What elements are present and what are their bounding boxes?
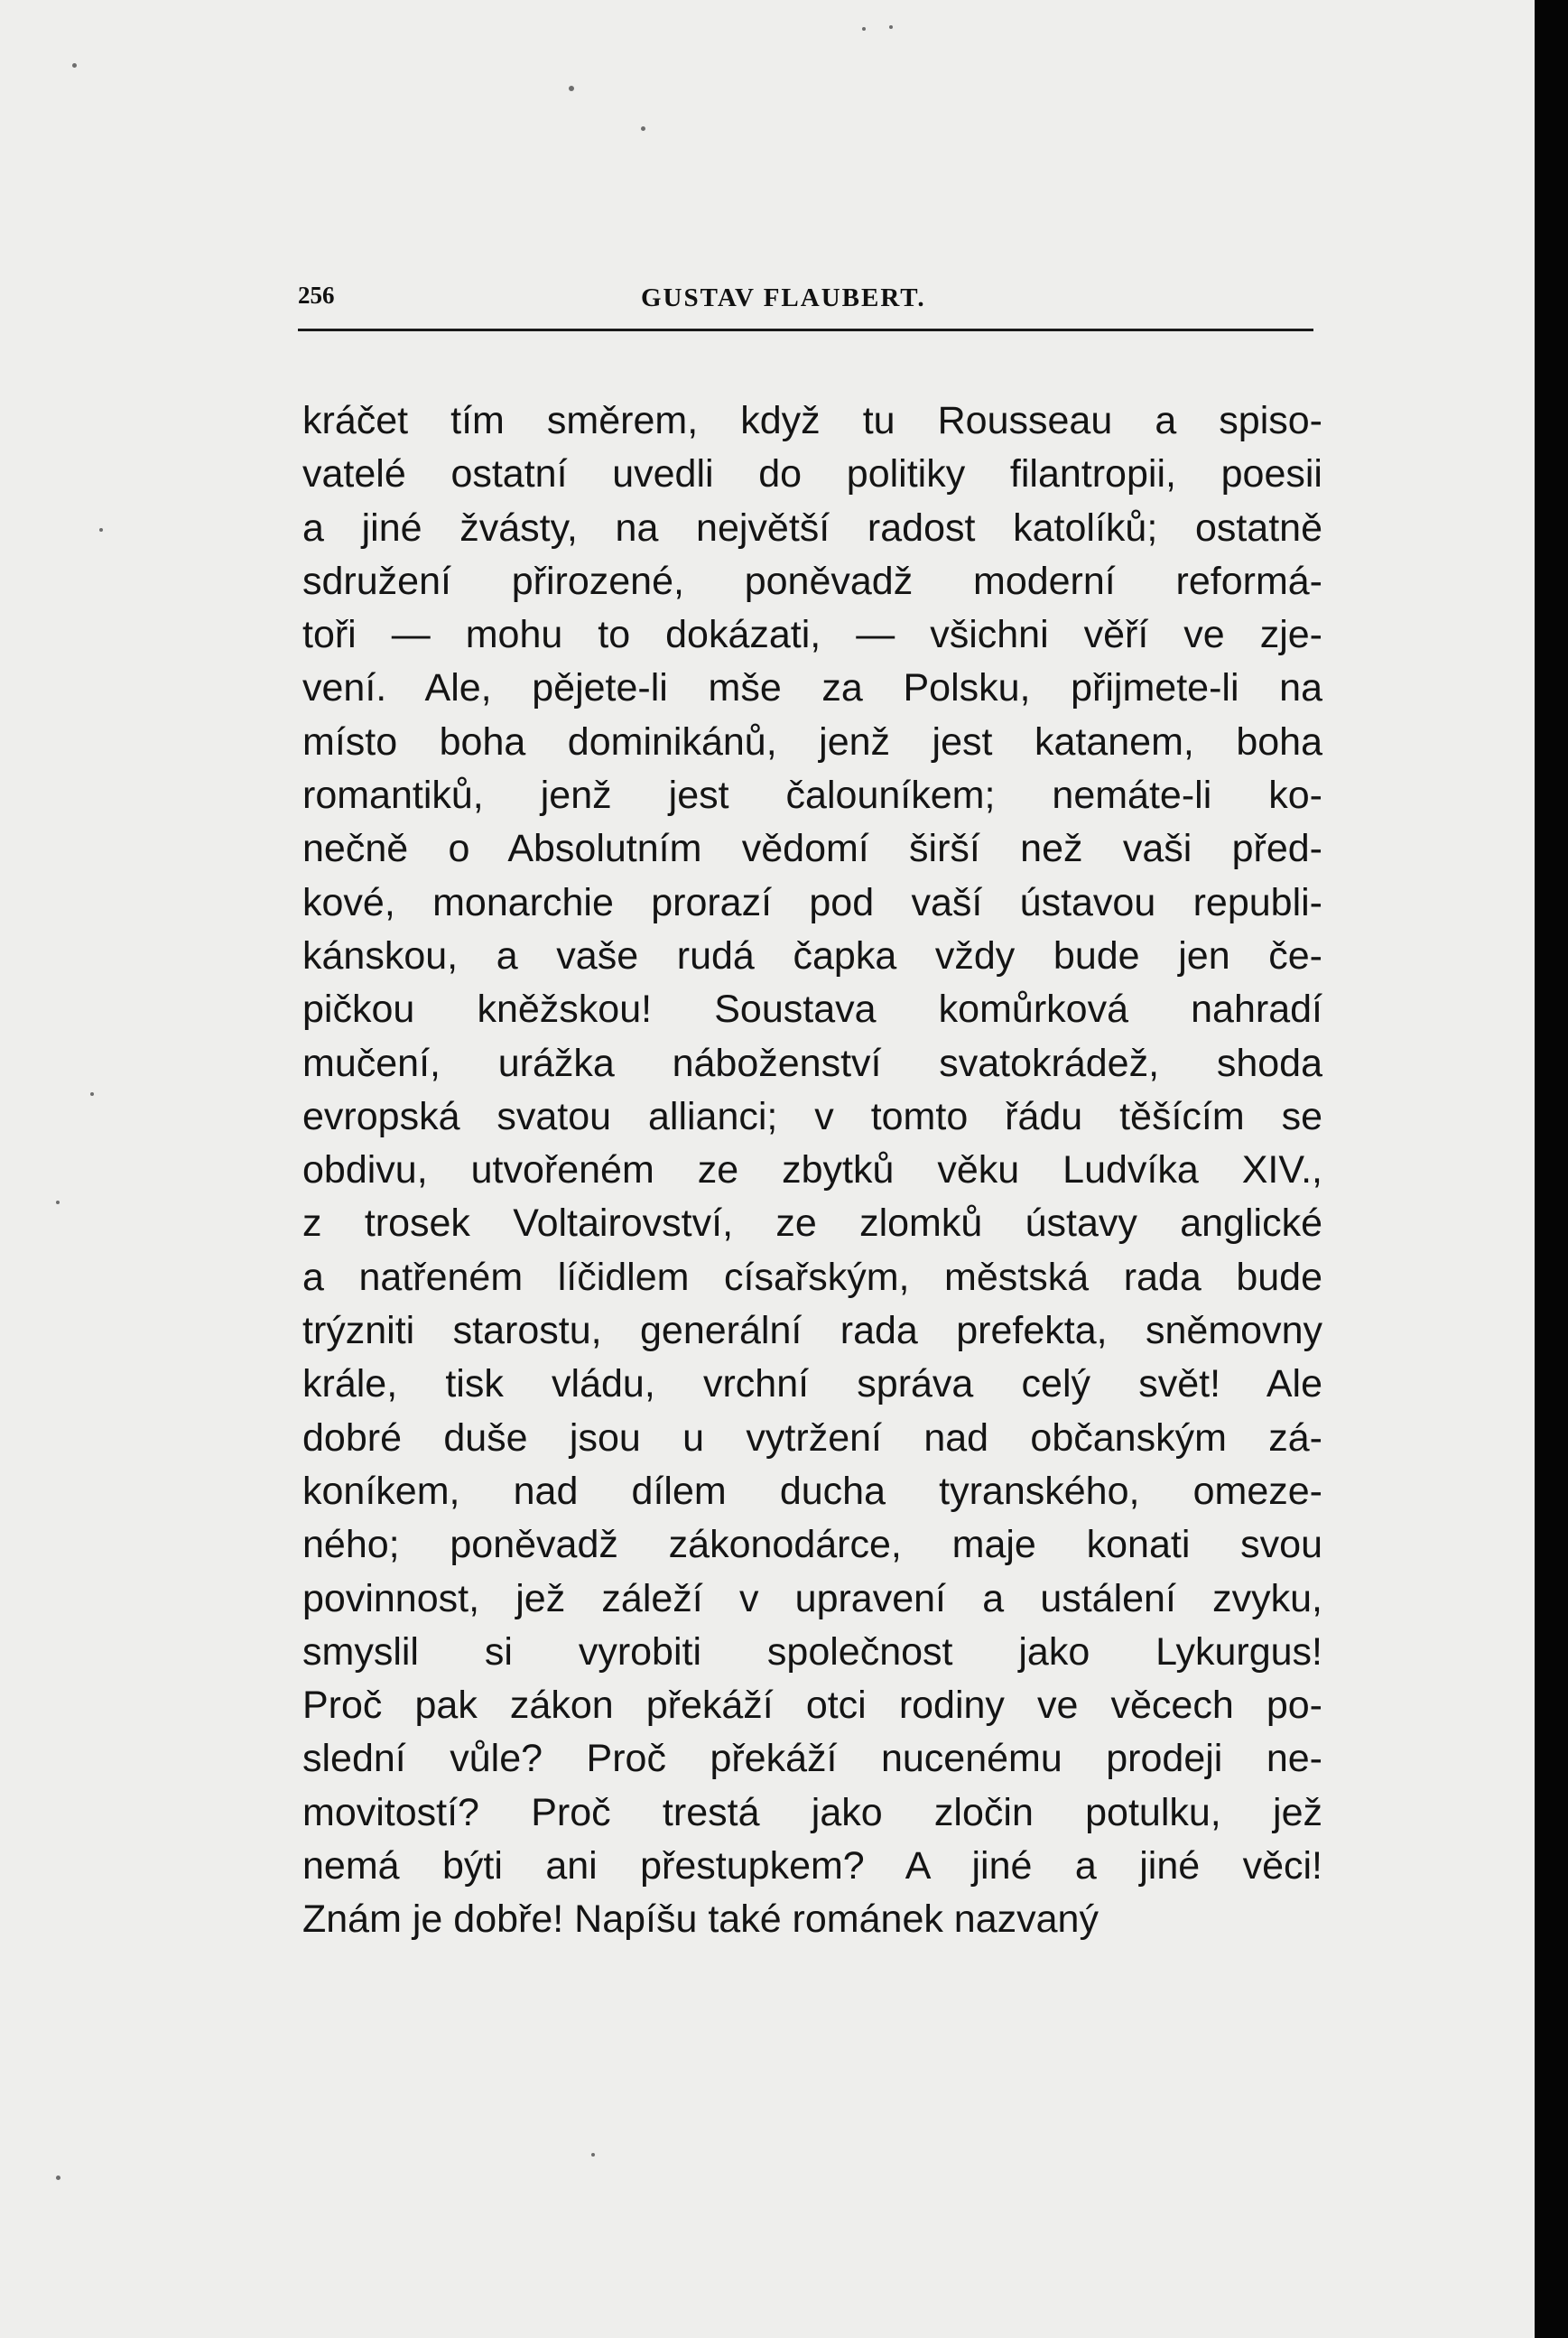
paper-speck	[99, 528, 103, 532]
text-line: krále, tisk vládu, vrchní správa celý svět! Ale	[302, 1362, 1322, 1406]
paper-speck	[56, 1201, 60, 1204]
paper-speck	[56, 2176, 60, 2180]
text-line: sdružení přirozené, poněvadž moderní reformá-	[302, 559, 1322, 603]
paper-speck	[90, 1092, 94, 1096]
text-line: kráčet tím směrem, když tu Rousseau a spiso-	[302, 399, 1322, 442]
text-line: kánskou, a vaše rudá čapka vždy bude jen če-	[302, 933, 1322, 978]
text-line: nemá býti ani přestupkem? A jiné a jiné věci!	[302, 1844, 1322, 1888]
text-line: a natřeném líčidlem císařským, městská rada bude	[302, 1255, 1322, 1299]
running-title: GUSTAV FLAUBERT.	[641, 283, 926, 312]
text-line: movitostí? Proč trestá jako zločin potulku, jež	[302, 1790, 1322, 1834]
header-rule	[298, 329, 1313, 331]
text-line: místo boha dominikánů, jenž jest katanem, boha	[302, 719, 1322, 764]
text-line: povinnost, jež záleží v upravení a ustálení zvyku,	[302, 1576, 1322, 1620]
text-line: romantiků, jenž jest čalouníkem; nemáte-li ko-	[302, 774, 1322, 818]
text-line: obdivu, utvořeném ze zbytků věku Ludvíka XIV.,	[302, 1148, 1322, 1192]
page-header	[298, 282, 1313, 334]
body-text	[302, 394, 1322, 1947]
text-line: vení. Ale, pějete-li mše za Polsku, přijmete-li na	[302, 666, 1322, 710]
paper-speck	[569, 86, 574, 91]
text-line: koníkem, nad dílem ducha tyranského, omeze-	[302, 1469, 1322, 1513]
text-line: pičkou kněžskou! Soustava komůrková nahradí	[302, 988, 1322, 1032]
text-line: Znám je dobře! Napíšu také románek nazvaný	[302, 1897, 1099, 1942]
text-line: nečně o Absolutním vědomí širší než vaši před-	[302, 827, 1322, 871]
scan-border	[1535, 0, 1568, 2338]
text-line: smyslil si vyrobiti společnost jako Lykurgus!	[302, 1629, 1322, 1674]
paper-speck	[591, 2153, 595, 2157]
paper-speck	[641, 126, 645, 131]
paper-speck	[889, 25, 893, 29]
text-line: vatelé ostatní uvedli do politiky filantropii, poesii	[302, 452, 1322, 496]
text-line: evropská svatou allianci; v tomto řádu těšícím se	[302, 1094, 1322, 1138]
text-line: trýzniti starostu, generální rada prefekta, sněmovny	[302, 1309, 1322, 1353]
paper-speck	[72, 63, 77, 68]
text-line: dobré duše jsou u vytržení nad občanským zá-	[302, 1415, 1322, 1460]
text-line: kové, monarchie prorazí pod vaší ústavou republi-	[302, 880, 1322, 924]
text-line: slední vůle? Proč překáží nucenému prodeji ne-	[302, 1737, 1322, 1781]
paper-speck	[862, 27, 866, 31]
text-line: mučení, urážka náboženství svatokrádež, shoda	[302, 1041, 1322, 1085]
text-line: ného; poněvadž zákonodárce, maje konati svou	[302, 1523, 1322, 1567]
text-line: Proč pak zákon překáží otci rodiny ve věcech po-	[302, 1684, 1322, 1728]
page-number: 256	[298, 282, 335, 309]
text-line: a jiné žvásty, na největší radost katolíků; ostatně	[302, 506, 1322, 550]
text-line: toři — mohu to dokázati, — všichni věří ve zje-	[302, 613, 1322, 657]
text-line: z trosek Voltairovství, ze zlomků ústavy anglické	[302, 1201, 1322, 1246]
